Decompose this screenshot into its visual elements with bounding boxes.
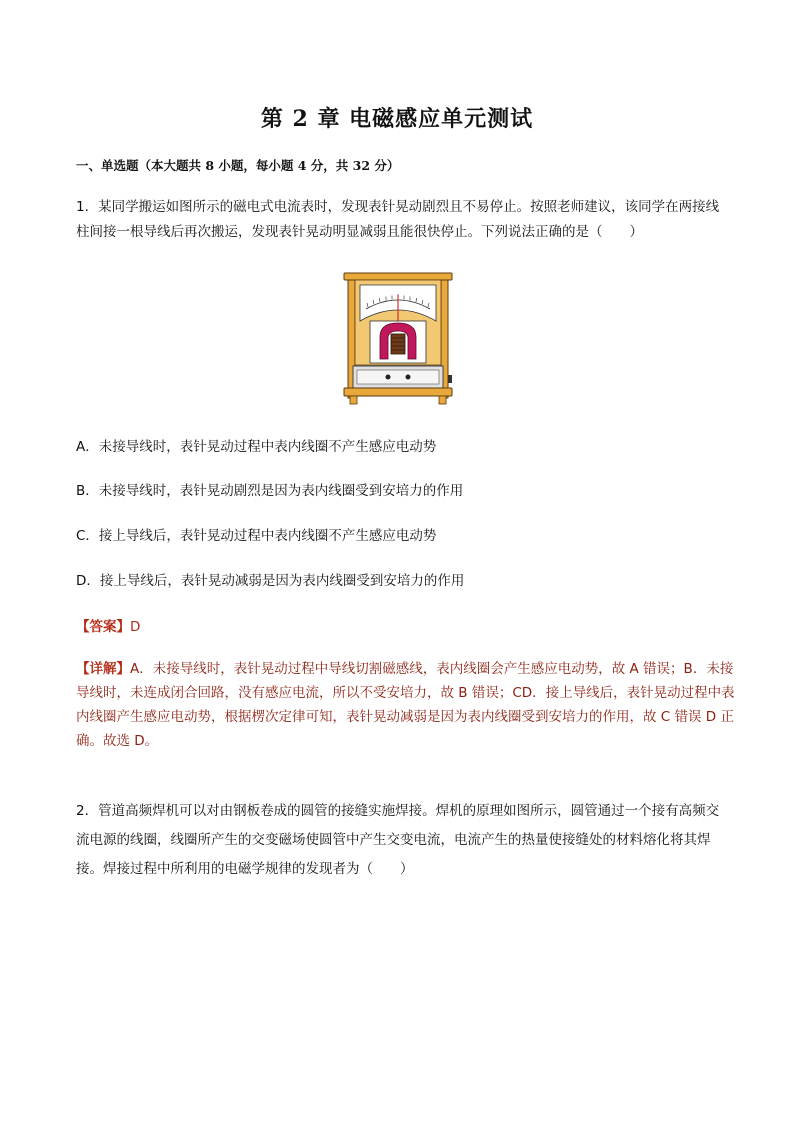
option-b: B．未接导线时，表针晃动剧烈是因为表内线圈受到安培力的作用 xyxy=(76,483,464,499)
question-2-stem: 2．管道高频焊机可以对由钢板卷成的圆管的接缝实施焊接。焊机的原理如图所示，圆管通过一个接有高频交流电源的线圈，线圈所产生的交变磁场使圆管中产生交变电流，电流产生的热量使接缝处的材料熔化将其焊接。焊接过程中所利用的电磁学规律的发现者为（ ） xyxy=(76,803,720,877)
question-1-stem: 1．某同学搬运如图所示的磁电式电流表时，发现表针晃动剧烈且不易停止。按照老师建议，该同学在两接线柱间接一根导线后再次搬运，发现表针晃动明显减弱且能很快停止。下列说法正确的是（ ） xyxy=(76,199,720,240)
meter-bottom-plate xyxy=(344,388,452,396)
terminal-left xyxy=(386,375,391,380)
option-d: D．接上导线后，表针晃动减弱是因为表内线圈受到安培力的作用 xyxy=(76,573,465,589)
page-title: 第 2 章 电磁感应单元测试 xyxy=(260,106,534,132)
option-a: A．未接导线时，表针晃动过程中表内线圈不产生感应电动势 xyxy=(76,439,437,455)
answer-tag: 【答案】 xyxy=(76,619,130,635)
section-heading: 一、单选题（本大题共 8 小题，每小题 4 分，共 32 分） xyxy=(76,158,400,173)
explanation xyxy=(76,657,736,753)
explanation-tag: 【详解】 xyxy=(76,661,130,677)
explanation-text: A．未接导线时，表针晃动过程中导线切割磁感线，表内线圈会产生感应电动势，故 A 错误；B．未接导线时，未连成闭合回路，没有感应电流，所以不受安培力，故 B 错误；CD．接上导线后，表针晃动过程中表内线圈产生感应电动势，根据楞次定律可知，表针晃动减弱是因为表内线圈受到安培力的作用，故 C 错误 D 正确。故选 D。 xyxy=(76,661,735,749)
meter-coil xyxy=(391,334,405,354)
galvanometer-figure xyxy=(340,271,456,413)
answer-line xyxy=(76,615,140,635)
terminal-right xyxy=(406,375,411,380)
meter-top-plate xyxy=(344,273,452,280)
option-c: C．接上导线后，表针晃动过程中表内线圈不产生感应电动势 xyxy=(76,528,437,544)
answer-value: D xyxy=(130,619,141,635)
side-knob xyxy=(448,375,452,383)
